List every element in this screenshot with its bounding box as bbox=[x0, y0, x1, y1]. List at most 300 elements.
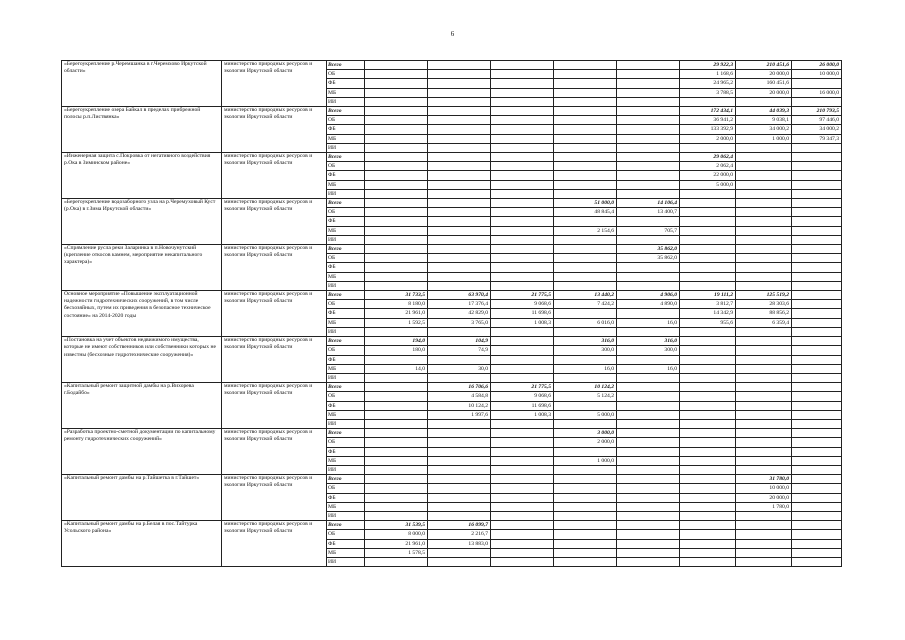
amount-cell bbox=[491, 346, 554, 355]
amount-cell bbox=[554, 79, 617, 88]
amount-cell bbox=[736, 548, 792, 557]
amount-cell bbox=[680, 511, 736, 520]
amount-cell bbox=[365, 373, 428, 382]
amount-cell: 6 359,4 bbox=[736, 318, 792, 327]
amount-cell bbox=[792, 493, 842, 502]
amount-cell bbox=[491, 281, 554, 290]
amount-cell: 74,9 bbox=[428, 346, 491, 355]
amount-cell bbox=[617, 263, 680, 272]
funding-source: ОБ bbox=[327, 254, 365, 263]
project-name: «Капитальный ремонт защитной дамбы на р.Вихорева г.Бодайбо» bbox=[62, 383, 222, 429]
amount-cell bbox=[617, 125, 680, 134]
amount-cell bbox=[428, 189, 491, 198]
amount-cell bbox=[365, 392, 428, 401]
amount-cell bbox=[365, 134, 428, 143]
amount-cell bbox=[428, 557, 491, 566]
amount-cell bbox=[491, 125, 554, 134]
amount-cell bbox=[736, 521, 792, 530]
amount-cell: 10 124,2 bbox=[554, 383, 617, 392]
amount-cell: 2 216,7 bbox=[428, 530, 491, 539]
amount-cell bbox=[792, 245, 842, 254]
amount-cell bbox=[680, 392, 736, 401]
amount-cell bbox=[736, 346, 792, 355]
funding-source: ИИ bbox=[327, 373, 365, 382]
amount-cell bbox=[617, 116, 680, 125]
amount-cell bbox=[428, 235, 491, 244]
amount-cell bbox=[491, 107, 554, 116]
amount-cell bbox=[792, 235, 842, 244]
funding-source: Всего bbox=[327, 291, 365, 300]
responsible-org: министерство природных ресурсов и экологии Иркутской области bbox=[222, 61, 327, 107]
amount-cell bbox=[792, 199, 842, 208]
amount-cell bbox=[428, 171, 491, 180]
amount-cell bbox=[792, 272, 842, 281]
amount-cell bbox=[554, 217, 617, 226]
amount-cell bbox=[491, 134, 554, 143]
amount-cell bbox=[554, 493, 617, 502]
amount-cell bbox=[491, 116, 554, 125]
amount-cell: 30,0 bbox=[428, 364, 491, 373]
amount-cell bbox=[365, 226, 428, 235]
amount-cell bbox=[736, 373, 792, 382]
amount-cell bbox=[792, 327, 842, 336]
amount-cell bbox=[428, 502, 491, 511]
amount-cell bbox=[491, 521, 554, 530]
amount-cell bbox=[680, 383, 736, 392]
amount-cell bbox=[792, 530, 842, 539]
amount-cell bbox=[554, 153, 617, 162]
amount-cell bbox=[491, 208, 554, 217]
amount-cell: 29 062,4 bbox=[680, 153, 736, 162]
amount-cell bbox=[491, 364, 554, 373]
amount-cell: 42 829,0 bbox=[428, 309, 491, 318]
amount-cell bbox=[792, 364, 842, 373]
funding-source: ОБ bbox=[327, 346, 365, 355]
table-row bbox=[62, 291, 842, 300]
amount-cell: 6 016,0 bbox=[554, 318, 617, 327]
amount-cell bbox=[554, 327, 617, 336]
amount-cell: 9 038,1 bbox=[736, 116, 792, 125]
amount-cell bbox=[491, 263, 554, 272]
amount-cell bbox=[680, 530, 736, 539]
amount-cell bbox=[792, 355, 842, 364]
funding-source: ИИ bbox=[327, 511, 365, 520]
amount-cell: 35 862,0 bbox=[617, 254, 680, 263]
amount-cell bbox=[554, 309, 617, 318]
amount-cell: 955,6 bbox=[680, 318, 736, 327]
table-row bbox=[62, 245, 842, 254]
amount-cell bbox=[428, 116, 491, 125]
amount-cell bbox=[365, 557, 428, 566]
amount-cell bbox=[365, 199, 428, 208]
amount-cell bbox=[680, 456, 736, 465]
amount-cell bbox=[617, 465, 680, 474]
amount-cell bbox=[365, 502, 428, 511]
funding-source: ФБ bbox=[327, 263, 365, 272]
amount-cell: 210 451,6 bbox=[736, 61, 792, 70]
amount-cell bbox=[554, 263, 617, 272]
amount-cell bbox=[617, 134, 680, 143]
amount-cell bbox=[365, 447, 428, 456]
amount-cell: 11 698,6 bbox=[491, 309, 554, 318]
amount-cell bbox=[554, 539, 617, 548]
amount-cell: 3 788,5 bbox=[680, 88, 736, 97]
table-row bbox=[62, 107, 842, 116]
amount-cell bbox=[554, 484, 617, 493]
amount-cell: 9 068,6 bbox=[491, 300, 554, 309]
amount-cell bbox=[365, 245, 428, 254]
amount-cell: 4 906,0 bbox=[617, 291, 680, 300]
amount-cell bbox=[680, 410, 736, 419]
amount-cell bbox=[617, 419, 680, 428]
amount-cell bbox=[617, 61, 680, 70]
amount-cell bbox=[428, 493, 491, 502]
amount-cell bbox=[792, 401, 842, 410]
funding-source: Всего bbox=[327, 475, 365, 484]
amount-cell: 8 180,0 bbox=[365, 300, 428, 309]
amount-cell: 10 000,0 bbox=[736, 484, 792, 493]
funding-source: ФБ bbox=[327, 401, 365, 410]
amount-cell: 34 000,2 bbox=[736, 125, 792, 134]
funding-source: ИИ bbox=[327, 235, 365, 244]
amount-cell bbox=[491, 327, 554, 336]
project-name: «Берегоукрепление озера Байкал в пределах прибрежной полосы р.п.Листвянка» bbox=[62, 107, 222, 153]
amount-cell bbox=[792, 309, 842, 318]
amount-cell bbox=[365, 281, 428, 290]
amount-cell: 16,0 bbox=[617, 364, 680, 373]
amount-cell bbox=[554, 97, 617, 106]
amount-cell bbox=[792, 180, 842, 189]
amount-cell bbox=[491, 484, 554, 493]
amount-cell: 16 000,0 bbox=[792, 88, 842, 97]
amount-cell bbox=[428, 199, 491, 208]
amount-cell: 316,0 bbox=[554, 337, 617, 346]
amount-cell: 20 000,0 bbox=[736, 70, 792, 79]
amount-cell bbox=[736, 419, 792, 428]
funding-source: Всего bbox=[327, 521, 365, 530]
amount-cell bbox=[365, 189, 428, 198]
amount-cell: 14 342,9 bbox=[680, 309, 736, 318]
amount-cell: 13 400,7 bbox=[617, 208, 680, 217]
amount-cell bbox=[792, 189, 842, 198]
amount-cell bbox=[554, 502, 617, 511]
funding-source: ИИ bbox=[327, 281, 365, 290]
funding-source: ФБ bbox=[327, 125, 365, 134]
amount-cell bbox=[428, 281, 491, 290]
amount-cell bbox=[365, 383, 428, 392]
amount-cell bbox=[428, 254, 491, 263]
amount-cell bbox=[491, 557, 554, 566]
responsible-org: министерство природных ресурсов и экологии Иркутской области bbox=[222, 291, 327, 337]
amount-cell bbox=[792, 208, 842, 217]
amount-cell bbox=[491, 79, 554, 88]
amount-cell: 63 970,4 bbox=[428, 291, 491, 300]
funding-source: ФБ bbox=[327, 493, 365, 502]
amount-cell bbox=[491, 143, 554, 152]
amount-cell bbox=[792, 217, 842, 226]
amount-cell bbox=[680, 199, 736, 208]
amount-cell bbox=[792, 226, 842, 235]
amount-cell bbox=[365, 235, 428, 244]
funding-source: МБ bbox=[327, 502, 365, 511]
amount-cell bbox=[792, 511, 842, 520]
amount-cell: 51 000,0 bbox=[554, 199, 617, 208]
amount-cell bbox=[736, 364, 792, 373]
amount-cell bbox=[491, 88, 554, 97]
amount-cell bbox=[617, 502, 680, 511]
amount-cell bbox=[792, 162, 842, 171]
amount-cell bbox=[365, 97, 428, 106]
amount-cell bbox=[554, 116, 617, 125]
funding-source: ИИ bbox=[327, 557, 365, 566]
amount-cell bbox=[365, 153, 428, 162]
amount-cell bbox=[792, 263, 842, 272]
responsible-org: министерство природных ресурсов и экологии Иркутской области bbox=[222, 521, 327, 567]
funding-source: ОБ bbox=[327, 208, 365, 217]
amount-cell bbox=[617, 539, 680, 548]
funding-source: ОБ bbox=[327, 530, 365, 539]
table-row bbox=[62, 199, 842, 208]
amount-cell bbox=[491, 502, 554, 511]
amount-cell bbox=[736, 208, 792, 217]
amount-cell: 1 592,5 bbox=[365, 318, 428, 327]
funding-source: ОБ bbox=[327, 300, 365, 309]
funding-source: МБ bbox=[327, 364, 365, 373]
funding-source: ОБ bbox=[327, 162, 365, 171]
amount-cell bbox=[617, 162, 680, 171]
amount-cell bbox=[680, 346, 736, 355]
amount-cell bbox=[680, 364, 736, 373]
amount-cell: 22 000,0 bbox=[680, 171, 736, 180]
amount-cell bbox=[365, 410, 428, 419]
funding-source: ИИ bbox=[327, 465, 365, 474]
project-name: «Инженерная защита с.Покровка от негативного воздействия р.Ока в Зиминском районе» bbox=[62, 153, 222, 199]
funding-source: МБ bbox=[327, 548, 365, 557]
amount-cell: 125 519,2 bbox=[736, 291, 792, 300]
amount-cell bbox=[428, 134, 491, 143]
amount-cell bbox=[617, 309, 680, 318]
amount-cell: 3 812,7 bbox=[680, 300, 736, 309]
amount-cell bbox=[736, 143, 792, 152]
amount-cell bbox=[428, 107, 491, 116]
amount-cell bbox=[680, 281, 736, 290]
amount-cell bbox=[554, 107, 617, 116]
amount-cell: 1 000,0 bbox=[736, 134, 792, 143]
amount-cell bbox=[680, 438, 736, 447]
project-name: «Разработка проектно-сметной документации по капитальному ремонту гидротехнических сооружений» bbox=[62, 429, 222, 475]
amount-cell bbox=[554, 447, 617, 456]
amount-cell bbox=[491, 419, 554, 428]
amount-cell bbox=[428, 79, 491, 88]
funding-source: ФБ bbox=[327, 79, 365, 88]
amount-cell bbox=[554, 245, 617, 254]
amount-cell bbox=[680, 419, 736, 428]
amount-cell: 26 000,0 bbox=[792, 61, 842, 70]
amount-cell: 20 000,0 bbox=[736, 88, 792, 97]
amount-cell bbox=[736, 199, 792, 208]
amount-cell bbox=[736, 281, 792, 290]
amount-cell bbox=[428, 153, 491, 162]
amount-cell: 180,0 bbox=[365, 346, 428, 355]
amount-cell: 7 424,2 bbox=[554, 300, 617, 309]
amount-cell bbox=[736, 465, 792, 474]
amount-cell bbox=[680, 226, 736, 235]
amount-cell bbox=[792, 79, 842, 88]
amount-cell bbox=[365, 143, 428, 152]
amount-cell bbox=[365, 272, 428, 281]
amount-cell: 2 000,0 bbox=[554, 438, 617, 447]
table-row bbox=[62, 429, 842, 438]
amount-cell: 36 941,2 bbox=[680, 116, 736, 125]
amount-cell bbox=[554, 401, 617, 410]
amount-cell bbox=[617, 401, 680, 410]
amount-cell bbox=[428, 226, 491, 235]
amount-cell: 24 965,2 bbox=[680, 79, 736, 88]
amount-cell bbox=[491, 199, 554, 208]
amount-cell bbox=[736, 180, 792, 189]
funding-source: ФБ bbox=[327, 309, 365, 318]
funding-source: ОБ bbox=[327, 438, 365, 447]
amount-cell bbox=[428, 70, 491, 79]
amount-cell bbox=[491, 337, 554, 346]
amount-cell: 1 168,6 bbox=[680, 70, 736, 79]
amount-cell bbox=[617, 438, 680, 447]
responsible-org: министерство природных ресурсов и экологии Иркутской области bbox=[222, 383, 327, 429]
amount-cell bbox=[617, 235, 680, 244]
amount-cell: 13 883,0 bbox=[428, 539, 491, 548]
amount-cell: 210 793,5 bbox=[792, 107, 842, 116]
amount-cell bbox=[491, 70, 554, 79]
amount-cell bbox=[617, 447, 680, 456]
amount-cell: 3 000,0 bbox=[554, 429, 617, 438]
amount-cell bbox=[365, 327, 428, 336]
amount-cell bbox=[554, 530, 617, 539]
amount-cell: 4 890,0 bbox=[617, 300, 680, 309]
amount-cell bbox=[428, 456, 491, 465]
project-name: «Берегоукрепление р.Черемшанка в г.Черемхово Иркутской области» bbox=[62, 61, 222, 107]
project-name: «Капитальный ремонт дамбы на р.Тайшетка в г.Тайшет» bbox=[62, 475, 222, 521]
amount-cell bbox=[792, 254, 842, 263]
funding-source: Всего bbox=[327, 383, 365, 392]
amount-cell bbox=[680, 557, 736, 566]
amount-cell bbox=[365, 70, 428, 79]
amount-cell bbox=[736, 383, 792, 392]
amount-cell: 1 780,0 bbox=[736, 502, 792, 511]
amount-cell: 14,0 bbox=[365, 364, 428, 373]
responsible-org: министерство природных ресурсов и экологии Иркутской области bbox=[222, 107, 327, 153]
amount-cell bbox=[554, 70, 617, 79]
amount-cell: 21 961,0 bbox=[365, 539, 428, 548]
funding-source: МБ bbox=[327, 410, 365, 419]
amount-cell bbox=[736, 226, 792, 235]
amount-cell bbox=[680, 539, 736, 548]
amount-cell bbox=[680, 337, 736, 346]
amount-cell: 705,7 bbox=[617, 226, 680, 235]
responsible-org: министерство природных ресурсов и экологии Иркутской области bbox=[222, 199, 327, 245]
amount-cell bbox=[792, 291, 842, 300]
amount-cell bbox=[428, 143, 491, 152]
amount-cell bbox=[792, 318, 842, 327]
amount-cell bbox=[617, 171, 680, 180]
amount-cell: 79 347,3 bbox=[792, 134, 842, 143]
amount-cell bbox=[491, 475, 554, 484]
amount-cell bbox=[428, 245, 491, 254]
funding-source: ФБ bbox=[327, 447, 365, 456]
responsible-org: министерство природных ресурсов и экологии Иркутской области bbox=[222, 429, 327, 475]
amount-cell bbox=[491, 254, 554, 263]
amount-cell bbox=[365, 107, 428, 116]
funding-source: ФБ bbox=[327, 539, 365, 548]
amount-cell bbox=[428, 419, 491, 428]
amount-cell bbox=[491, 429, 554, 438]
amount-cell bbox=[491, 548, 554, 557]
table-row bbox=[62, 153, 842, 162]
amount-cell bbox=[428, 475, 491, 484]
amount-cell bbox=[680, 143, 736, 152]
amount-cell: 172 434,1 bbox=[680, 107, 736, 116]
amount-cell: 13 440,2 bbox=[554, 291, 617, 300]
amount-cell bbox=[617, 107, 680, 116]
project-name: Основное мероприятие «Повышение эксплуатационной надежности гидротехнических сооружений, в том числе бесхозяйных, путем их приведения в безопасное техническое состояние» на 2014-2020 годы bbox=[62, 291, 222, 337]
amount-cell bbox=[428, 217, 491, 226]
amount-cell bbox=[554, 419, 617, 428]
amount-cell bbox=[736, 217, 792, 226]
amount-cell bbox=[491, 97, 554, 106]
amount-cell bbox=[617, 521, 680, 530]
amount-cell bbox=[428, 272, 491, 281]
amount-cell bbox=[365, 429, 428, 438]
amount-cell bbox=[617, 281, 680, 290]
amount-cell bbox=[365, 171, 428, 180]
amount-cell bbox=[428, 180, 491, 189]
amount-cell bbox=[365, 162, 428, 171]
amount-cell: 4 584,8 bbox=[428, 392, 491, 401]
amount-cell bbox=[736, 327, 792, 336]
amount-cell bbox=[428, 465, 491, 474]
amount-cell bbox=[365, 475, 428, 484]
project-name: «Берегоукрепление водозаборного узла на р.Черемуховый Куст (р.Ока) в г.Зима Иркутской области» bbox=[62, 199, 222, 245]
amount-cell bbox=[491, 180, 554, 189]
amount-cell bbox=[428, 97, 491, 106]
amount-cell bbox=[491, 189, 554, 198]
amount-cell bbox=[792, 502, 842, 511]
amount-cell: 17 376,4 bbox=[428, 300, 491, 309]
amount-cell bbox=[792, 171, 842, 180]
amount-cell bbox=[792, 419, 842, 428]
amount-cell bbox=[792, 346, 842, 355]
amount-cell: 5 000,0 bbox=[680, 180, 736, 189]
amount-cell bbox=[792, 465, 842, 474]
amount-cell bbox=[491, 465, 554, 474]
amount-cell: 160 451,6 bbox=[736, 79, 792, 88]
amount-cell bbox=[736, 235, 792, 244]
amount-cell bbox=[792, 97, 842, 106]
amount-cell bbox=[365, 254, 428, 263]
amount-cell bbox=[491, 438, 554, 447]
amount-cell bbox=[491, 235, 554, 244]
funding-source: ОБ bbox=[327, 70, 365, 79]
amount-cell: 1 000,0 bbox=[554, 456, 617, 465]
table-row bbox=[62, 337, 842, 346]
project-name: «Капитальный ремонт дамбы на р.Белая в пос.Тайтурка Усольского района» bbox=[62, 521, 222, 567]
amount-cell bbox=[365, 511, 428, 520]
funding-source: МБ bbox=[327, 318, 365, 327]
funding-source: ФБ bbox=[327, 171, 365, 180]
amount-cell bbox=[617, 383, 680, 392]
amount-cell bbox=[617, 392, 680, 401]
amount-cell bbox=[792, 337, 842, 346]
amount-cell bbox=[491, 539, 554, 548]
